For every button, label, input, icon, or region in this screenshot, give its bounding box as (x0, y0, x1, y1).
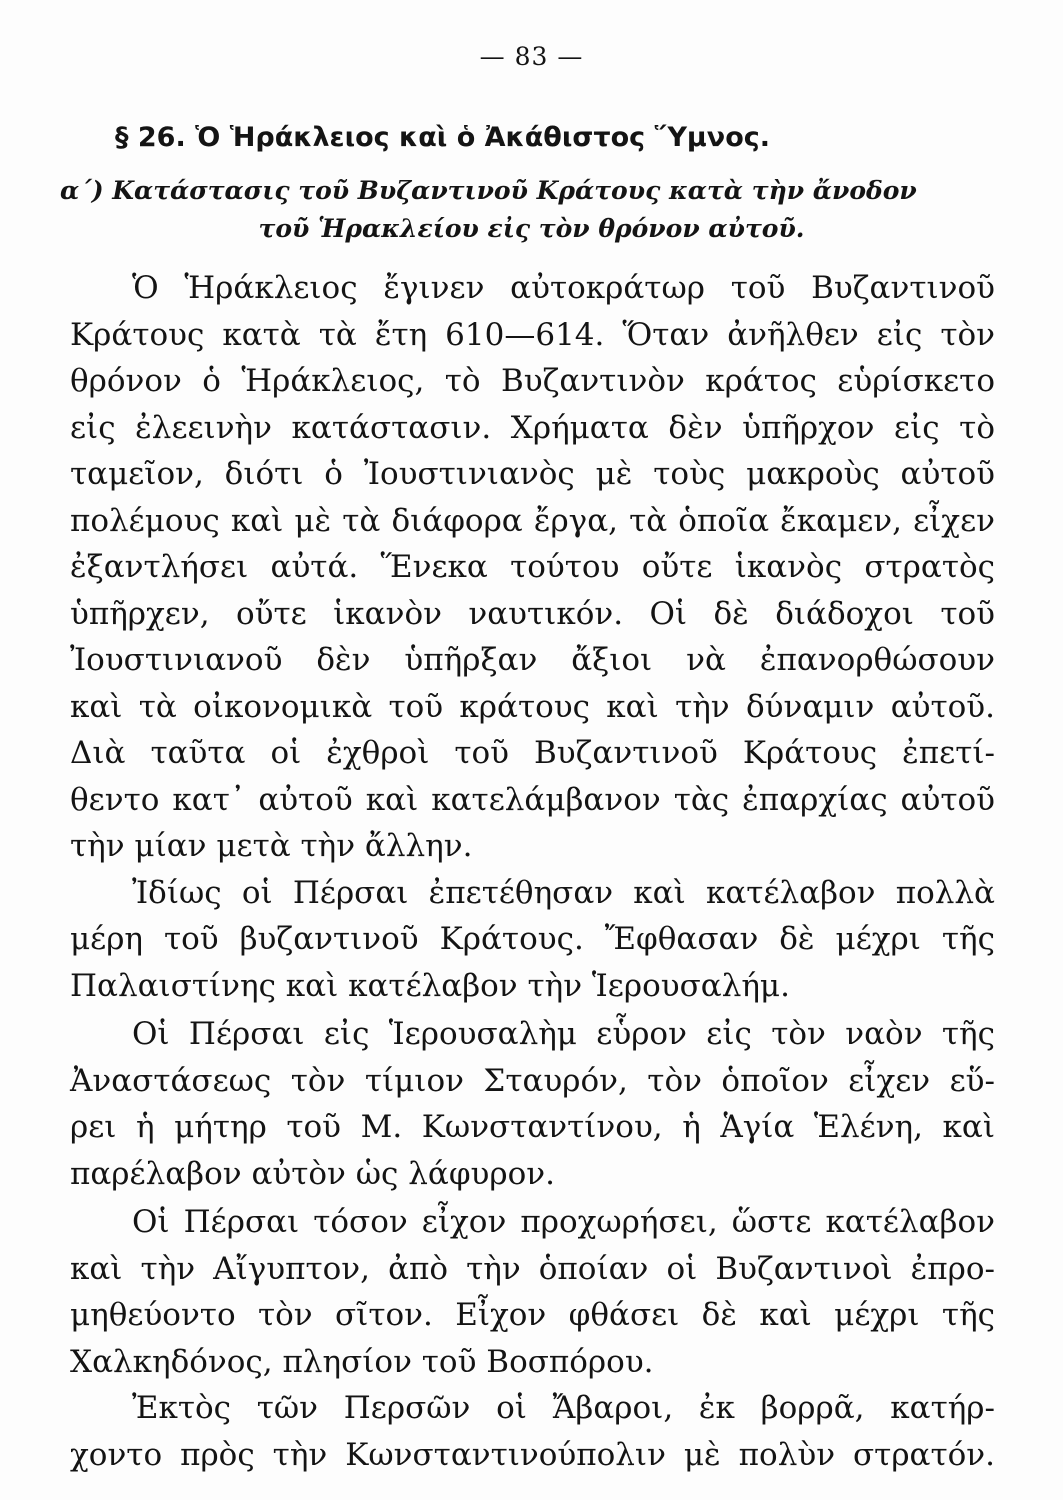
text-line: Ἰδίως οἱ Πέρσαι ἐπετέθησαν καὶ κατέλαβον πολλὰ (132, 874, 995, 911)
text-line: Ὁ Ἡράκλειος ἔγινεν αὐτοκράτωρ τοῦ Βυζαντινοῦ (132, 270, 995, 306)
text-line: χοντο πρὸς τὴν Κωνσταντινούπολιν μὲ πολὺν στρατόν. (70, 1436, 995, 1473)
text-line: Παλαιστίνης καὶ κατέλαβον τὴν Ἱερουσαλήμ. (70, 967, 790, 1004)
text-line: Οἱ Πέρσαι εἰς Ἱερουσαλὴμ εὗρον εἰς τὸν ναὸν τῆς (132, 1016, 995, 1052)
text-line: Ἰουστινιανοῦ δὲν ὑπῆρξαν ἄξιοι νὰ ἐπανορθώσουν (70, 642, 995, 678)
text-line: Οἱ Πέρσαι τόσον εἶχον προχωρήσει, ὥστε κατέλαβον (132, 1204, 995, 1240)
text-line: παρέλαβον αὐτὸν ὡς λάφυρον. (70, 1155, 555, 1192)
text-line: Χαλκηδόνος, πλησίον τοῦ Βοσπόρου. (70, 1343, 654, 1380)
text-line: πολέμους καὶ μὲ τὰ διάφορα ἔργα, τὰ ὁποῖα ἔκαμεν, εἶχεν (70, 502, 995, 539)
text-line: μηθεύοντο τὸν σῖτον. Εἶχον φθάσει δὲ καὶ μέχρι τῆς (70, 1297, 995, 1333)
text-line: θρόνον ὁ Ἡράκλειος, τὸ Βυζαντινὸν κράτος εὑρίσκετο (70, 363, 995, 399)
text-line: Διὰ ταῦτα οἱ ἐχθροὶ τοῦ Βυζαντινοῦ Κράτους ἐπετί- (70, 735, 995, 771)
section-heading: § 26. Ὁ Ἡράκλειος καὶ ὁ Ἀκάθιστος Ὕμνος. (115, 122, 771, 153)
text-line: εἰς ἐλεεινὴν κατάστασιν. Χρήματα δὲν ὑπῆρχον εἰς τὸ (70, 409, 995, 446)
text-line: ταμεῖον, διότι ὁ Ἰουστινιανὸς μὲ τοὺς μακροὺς αὐτοῦ (70, 456, 995, 492)
text-line: ἐξαντλήσει αὐτά. Ἕνεκα τούτου οὔτε ἱκανὸς στρατὸς (70, 549, 995, 585)
text-line: ρει ἡ μήτηρ τοῦ Μ. Κωνσταντίνου, ἡ Ἁγία Ἑλένη, καὶ (70, 1109, 995, 1145)
text-line: Ἐκτὸς τῶν Περσῶν οἱ Ἄβαροι, ἐκ βορρᾶ, κατήρ- (132, 1390, 995, 1426)
text-line: Κράτους κατὰ τὰ ἔτη 610—614. Ὅταν ἀνῆλθεν εἰς τὸν (70, 316, 995, 353)
text-line: τὴν μίαν μετὰ τὴν ἄλλην. (70, 828, 473, 864)
text-line: θεντο κατ᾽ αὐτοῦ καὶ κατελάμβανον τὰς ἐπαρχίας αὐτοῦ (70, 781, 995, 818)
subheading-line-1: α΄) Κατάστασις τοῦ Βυζαντινοῦ Κράτους κατὰ τὴν ἄνοδον (60, 176, 917, 205)
text-line: καὶ τὰ οἰκονομικὰ τοῦ κράτους καὶ τὴν δύναμιν αὐτοῦ. (70, 688, 995, 725)
text-line: καὶ τὴν Αἴγυπτον, ἀπὸ τὴν ὁποίαν οἱ Βυζαντινοὶ ἐπρο- (70, 1250, 995, 1287)
text-line: μέρη τοῦ βυζαντινοῦ Κράτους. Ἔφθασαν δὲ μέχρι τῆς (70, 921, 995, 957)
text-line: Ἀναστάσεως τὸν τίμιον Σταυρόν, τὸν ὁποῖον εἶχεν εὕ- (70, 1062, 995, 1099)
subheading-line-2: τοῦ Ἡρακλείου εἰς τὸν θρόνον αὐτοῦ. (258, 214, 805, 243)
text-line: ὑπῆρχεν, οὔτε ἱκανὸν ναυτικόν. Οἱ δὲ διάδοχοι τοῦ (70, 595, 995, 632)
body-text (70, 265, 995, 1478)
page-number: — 83 — (479, 42, 584, 71)
